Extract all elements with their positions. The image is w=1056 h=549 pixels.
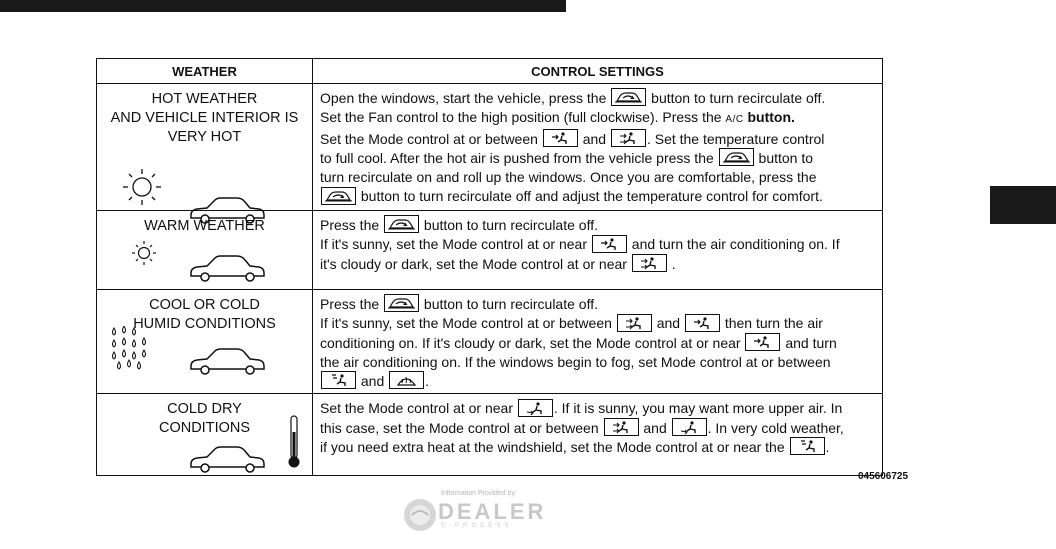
settings-text: to full cool. After the hot air is pushed from the vehicle press the	[320, 149, 714, 166]
settings-text: .	[425, 373, 430, 390]
settings-text: button to turn recirculate off.	[423, 217, 598, 233]
car-icon	[187, 444, 267, 474]
watermark-caption: Information Provided by:	[441, 490, 517, 497]
settings-text: button to turn recirculate off and adjust the temperature control for comfort.	[360, 188, 823, 205]
weather-label: AND VEHICLE INTERIOR IS	[110, 110, 299, 126]
settings-text: Press the	[320, 296, 380, 312]
settings-text: .	[825, 439, 830, 456]
weather-label: HUMID CONDITIONS	[133, 316, 276, 332]
settings-cell	[313, 394, 883, 476]
watermark-subtext: E-PROCESS	[441, 523, 513, 529]
table-row	[97, 84, 883, 211]
settings-cell	[313, 211, 883, 290]
settings-text: If it's sunny, set the Mode control at or near	[320, 236, 587, 253]
weather-header: WEATHER	[97, 59, 313, 84]
settings-cell	[313, 84, 883, 211]
weather-cell	[97, 211, 313, 290]
settings-text: this case, set the Mode control at or between	[320, 419, 599, 436]
settings-text: Set the Fan control to the high position (full clockwise). Press the	[320, 109, 722, 126]
settings-text: and	[656, 315, 681, 332]
settings-text: .	[671, 255, 676, 272]
table-row	[97, 394, 883, 476]
weather-label: WARM WEATHER	[144, 218, 265, 234]
settings-text: button to turn recirculate off.	[423, 296, 598, 312]
bilevel-icon	[604, 418, 639, 436]
weather-cell	[97, 290, 313, 394]
settings-text: if you need extra heat at the windshield, set the Mode control at or near the	[320, 439, 785, 456]
panel-vent-icon	[745, 333, 780, 351]
recirculate-icon	[611, 88, 646, 106]
floor-icon	[672, 418, 707, 436]
settings-text: conditioning on. If it's cloudy or dark, set the Mode control at or near	[320, 334, 741, 351]
panel-vent-icon	[685, 314, 720, 332]
settings-text: turn recirculate on and roll up the windows. Once you are comfortable, press the	[320, 169, 817, 186]
car-icon	[187, 253, 267, 283]
settings-cell	[313, 290, 883, 394]
settings-text: . In very cold weather,	[707, 419, 844, 436]
weather-cell	[97, 394, 313, 476]
settings-text: the air conditioning on. If the windows begin to fog, set Mode control at or between	[320, 353, 831, 370]
bilevel-icon	[611, 129, 646, 147]
section-tab	[990, 186, 1056, 224]
sun-icon	[117, 166, 167, 212]
watermark-logo-text: DEALER	[438, 499, 547, 524]
panel-vent-icon	[592, 235, 627, 253]
bilevel-icon	[617, 314, 652, 332]
control-settings-header: CONTROL SETTINGS	[313, 59, 883, 84]
weather-label: CONDITIONS	[158, 420, 251, 437]
settings-text: button.	[747, 109, 795, 126]
settings-text: it's cloudy or dark, set the Mode control at or near	[320, 255, 627, 272]
ac-label: A/C	[725, 114, 744, 126]
floor-icon	[518, 399, 553, 417]
settings-text: and turn	[785, 334, 837, 351]
settings-text: Set the Mode control at or between	[320, 130, 538, 147]
sun-icon	[129, 239, 159, 267]
table-row	[97, 211, 883, 290]
car-icon	[187, 346, 267, 376]
settings-text: and turn the air conditioning on. If	[631, 236, 840, 253]
top-bar	[0, 0, 566, 12]
settings-text: Set the Mode control at or near	[320, 400, 513, 417]
bilevel-icon	[632, 254, 667, 272]
settings-text: and	[643, 419, 667, 436]
mix-icon	[321, 371, 356, 389]
settings-text: button to	[758, 149, 814, 166]
settings-text: If it's sunny, set the Mode control at or between	[320, 315, 612, 332]
weather-label: COLD DRY	[167, 401, 242, 418]
settings-text: Open the windows, start the vehicle, press the	[320, 90, 607, 106]
figure-code: 045606725	[858, 471, 909, 482]
recirculate-icon	[384, 294, 419, 312]
table-row	[97, 290, 883, 394]
weather-label: HOT WEATHER	[151, 91, 258, 107]
weather-label: VERY HOT	[167, 129, 242, 145]
dealer-logo-icon	[402, 497, 438, 533]
settings-text: then turn the air	[724, 315, 823, 332]
settings-text: . Set the temperature control	[646, 130, 825, 147]
mix-icon	[790, 437, 825, 455]
defrost-icon	[389, 371, 424, 389]
settings-text: button to turn recirculate off.	[651, 90, 826, 106]
settings-text: and	[582, 130, 607, 147]
weather-cell	[97, 84, 313, 211]
settings-text: . If it is sunny, you may want more upper air. In	[553, 400, 843, 417]
recirculate-icon	[384, 215, 419, 233]
panel-vent-icon	[543, 129, 578, 147]
table-header-row	[97, 59, 883, 84]
settings-text: and	[360, 373, 385, 390]
climate-control-table	[96, 58, 883, 476]
raindrops-icon	[109, 326, 155, 370]
settings-text: Press the	[320, 217, 380, 233]
weather-label: COOL OR COLD	[149, 297, 260, 313]
recirculate-icon	[719, 148, 754, 166]
recirculate-icon	[321, 187, 356, 205]
thermometer-icon	[287, 414, 301, 470]
